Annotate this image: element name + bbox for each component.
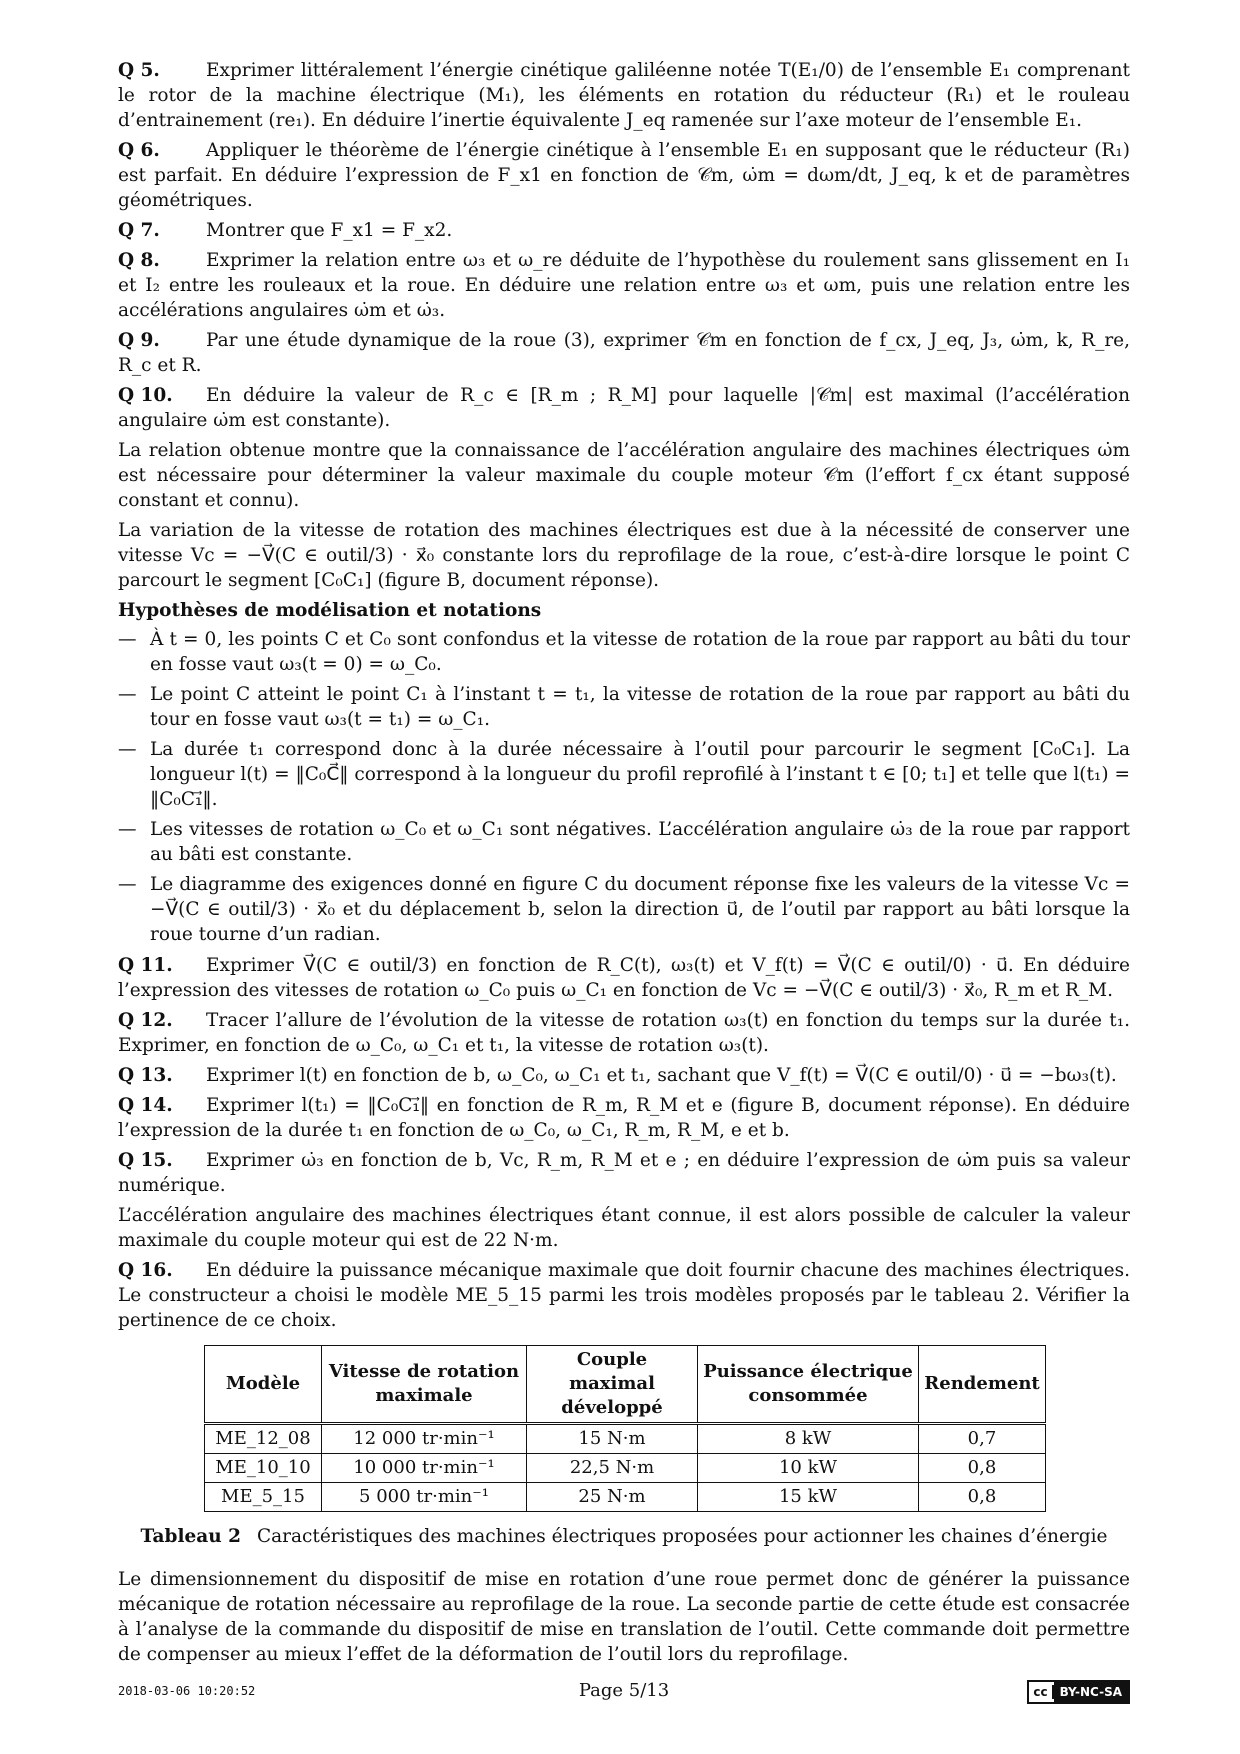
question-label: Q 15. <box>118 1150 173 1171</box>
question-text: Exprimer l(t) en fonction de b, ω_C₀, ω_C₁ et t₁, sachant que V_f(t) = V⃗(C ∈ outil/0) · u⃗ = −bω₃(t). <box>206 1065 1117 1086</box>
question-text: En déduire la puissance mécanique maximale que doit fournir chacune des machines électriques. Le constructeur a choisi le modèle ME_5_15 parmi les trois modèles proposés par le tableau 2. Vérifier la pertinence de ce choix. <box>118 1260 1130 1331</box>
table-cell: 15 N·m <box>527 1424 698 1454</box>
question-text: Par une étude dynamique de la roue (3), exprimer 𝒞m en fonction de f_cx, J_eq, J₃, ω̇m, k, R_re, R_c et R. <box>118 330 1130 376</box>
question-label: Q 14. <box>118 1095 173 1116</box>
list-item: — La durée t₁ correspond donc à la durée nécessaire à l’outil pour parcourir le segment [C₀C₁]. La longueur l(t) = ‖C₀C⃗‖ correspond à la longueur du profil reprofilé à l’instant t ∈ [0; t₁] et telle que l(t₁) = ‖C₀C₁⃗‖. <box>118 737 1130 812</box>
table-cell: 0,8 <box>919 1454 1046 1483</box>
table-row <box>205 1483 1046 1512</box>
table-wrapper <box>118 1345 1130 1549</box>
table-cell: 5 000 tr·min⁻¹ <box>322 1483 527 1512</box>
table-cell: 15 kW <box>698 1483 919 1512</box>
machines-table <box>204 1345 1046 1512</box>
question-text: Exprimer ω̇₃ en fonction de b, Vc, R_m, R_M et e ; en déduire l’expression de ω̇m puis sa valeur numérique. <box>118 1150 1130 1196</box>
question-10 <box>118 383 1130 433</box>
question-14 <box>118 1093 1130 1143</box>
table-cell: 10 kW <box>698 1454 919 1483</box>
license-text: BY-NC-SA <box>1054 1682 1128 1702</box>
page-footer <box>118 1680 1130 1704</box>
question-text: Tracer l’allure de l’évolution de la vitesse de rotation ω₃(t) en fonction du temps sur la durée t₁. Exprimer, en fonction de ω_C₀, ω_C₁ et t₁, la vitesse de rotation ω₃(t). <box>118 1010 1130 1056</box>
question-text: Exprimer V⃗(C ∈ outil/3) en fonction de R_C(t), ω₃(t) et V_f(t) = V⃗(C ∈ outil/0) · u⃗. En déduire l’expression des vitesses de rotation ω_C₀ puis ω_C₁ en fonction de Vc = −V⃗(C ∈ outil/3) · x⃗₀, R_m et R_M. <box>118 955 1130 1001</box>
question-5 <box>118 58 1130 133</box>
question-16 <box>118 1258 1130 1333</box>
table-header-row <box>205 1346 1046 1424</box>
column-header: Puissance électrique consommée <box>698 1346 919 1424</box>
table-cell: ME_5_15 <box>205 1483 322 1512</box>
question-11 <box>118 953 1130 1003</box>
question-6 <box>118 138 1130 213</box>
paragraph: La relation obtenue montre que la connaissance de l’accélération angulaire des machines électriques ω̇m est nécessaire pour déterminer la valeur maximale du couple moteur 𝒞m (l’effort f_cx étant supposé constant et connu). <box>118 440 1130 511</box>
question-text: Montrer que F_x1 = F_x2. <box>206 220 453 241</box>
table-cell: 8 kW <box>698 1424 919 1454</box>
question-label: Q 10. <box>118 385 173 406</box>
caption-text: Caractéristiques des machines électriques proposées pour actionner les chaines d’énergie <box>257 1526 1108 1547</box>
section-heading: Hypothèses de modélisation et notations <box>118 600 542 621</box>
table-cell: 0,8 <box>919 1483 1046 1512</box>
column-header: Vitesse de rotation maximale <box>322 1346 527 1424</box>
table-cell: 12 000 tr·min⁻¹ <box>322 1424 527 1454</box>
question-9 <box>118 328 1130 378</box>
page-number: Page 5/13 <box>578 1680 670 1701</box>
table-row <box>205 1454 1046 1483</box>
paragraph: La variation de la vitesse de rotation des machines électriques est due à la nécessité de conserver une vitesse Vc = −V⃗(C ∈ outil/3) · x⃗₀ constante lors du reprofilage de la roue, c’est-à-dire lorsque le point C parcourt le segment [C₀C₁] (figure B, document réponse). <box>118 520 1130 591</box>
question-label: Q 5. <box>118 60 160 81</box>
paragraph: Le dimensionnement du dispositif de mise en rotation d’une roue permet donc de générer la puissance mécanique de rotation nécessaire au reprofilage de la roue. La seconde partie de cette étude est consacrée à l’analyse de la commande du dispositif de mise en translation de l’outil. Cette commande doit permettre de compenser au mieux l’effet de la déformation de l’outil lors du reprofilage. <box>118 1569 1130 1665</box>
question-label: Q 8. <box>118 250 160 271</box>
question-label: Q 12. <box>118 1010 173 1031</box>
question-label: Q 7. <box>118 220 160 241</box>
table-row <box>205 1424 1046 1454</box>
question-text: Appliquer le théorème de l’énergie cinétique à l’ensemble E₁ en supposant que le réducteur (R₁) est parfait. En déduire l’expression de F_x1 en fonction de 𝒞m, ω̇m = dωm/dt, J_eq, k et de paramètres géométriques. <box>118 140 1130 211</box>
table-cell: ME_10_10 <box>205 1454 322 1483</box>
question-label: Q 9. <box>118 330 160 351</box>
license-badge <box>1027 1680 1130 1704</box>
page-content <box>118 58 1130 1672</box>
question-label: Q 6. <box>118 140 160 161</box>
question-text: Exprimer l(t₁) = ‖C₀C₁⃗‖ en fonction de R_m, R_M et e (figure B, document réponse). En déduire l’expression de la durée t₁ en fonction de ω_C₀, ω_C₁, R_m, R_M, e et b. <box>118 1095 1130 1141</box>
question-12 <box>118 1008 1130 1058</box>
table-cell: 10 000 tr·min⁻¹ <box>322 1454 527 1483</box>
question-15 <box>118 1148 1130 1198</box>
question-text: Exprimer littéralement l’énergie cinétique galiléenne notée T(E₁/0) de l’ensemble E₁ comprenant le rotor de la machine électrique (M₁), les éléments en rotation du réducteur (R₁) et le rouleau d’entrainement (re₁). En déduire l’inertie équivalente J_eq ramenée sur l’axe moteur de l’ensemble E₁. <box>118 60 1130 131</box>
list-item: — Les vitesses de rotation ω_C₀ et ω_C₁ sont négatives. L’accélération angulaire ω̇₃ de la roue par rapport au bâti est constante. <box>118 817 1130 867</box>
table-caption <box>118 1524 1130 1549</box>
question-label: Q 13. <box>118 1065 173 1086</box>
table-cell: 25 N·m <box>527 1483 698 1512</box>
question-label: Q 11. <box>118 955 173 976</box>
table-cell: 0,7 <box>919 1424 1046 1454</box>
list-item: — Le diagramme des exigences donné en figure C du document réponse fixe les valeurs de la vitesse Vc = −V⃗(C ∈ outil/3) · x⃗₀ et du déplacement b, selon la direction u⃗, de l’outil par rapport au bâti lorsque la roue tourne d’un radian. <box>118 872 1130 947</box>
list-item: — À t = 0, les points C et C₀ sont confondus et la vitesse de rotation de la roue par rapport au bâti du tour en fosse vaut ω₃(t = 0) = ω_C₀. <box>118 627 1130 677</box>
cc-icon: cc <box>1029 1685 1053 1699</box>
table-cell: 22,5 N·m <box>527 1454 698 1483</box>
column-header: Modèle <box>205 1346 322 1424</box>
column-header: Couple maximal développé <box>527 1346 698 1424</box>
question-7 <box>118 218 1130 243</box>
paragraph: L’accélération angulaire des machines électriques étant connue, il est alors possible de calculer la valeur maximale du couple moteur qui est de 22 N·m. <box>118 1205 1130 1251</box>
question-text: En déduire la valeur de R_c ∈ [R_m ; R_M] pour laquelle |𝒞m| est maximal (l’accélération angulaire ω̇m est constante). <box>118 385 1130 431</box>
caption-label: Tableau 2 <box>140 1526 241 1547</box>
question-8 <box>118 248 1130 323</box>
question-text: Exprimer la relation entre ω₃ et ω_re déduite de l’hypothèse du roulement sans glissement en I₁ et I₂ entre les rouleaux et la roue. En déduire une relation entre ω₃ et ωm, puis une relation entre les accélérations angulaires ω̇m et ω̇₃. <box>118 250 1130 321</box>
hypotheses-list <box>118 627 1130 947</box>
question-13 <box>118 1063 1130 1088</box>
column-header: Rendement <box>919 1346 1046 1424</box>
table-cell: ME_12_08 <box>205 1424 322 1454</box>
question-label: Q 16. <box>118 1260 173 1281</box>
timestamp: 2018-03-06 10:20:52 <box>118 1684 256 1698</box>
list-item: — Le point C atteint le point C₁ à l’instant t = t₁, la vitesse de rotation de la roue par rapport au bâti du tour en fosse vaut ω₃(t = t₁) = ω_C₁. <box>118 682 1130 732</box>
